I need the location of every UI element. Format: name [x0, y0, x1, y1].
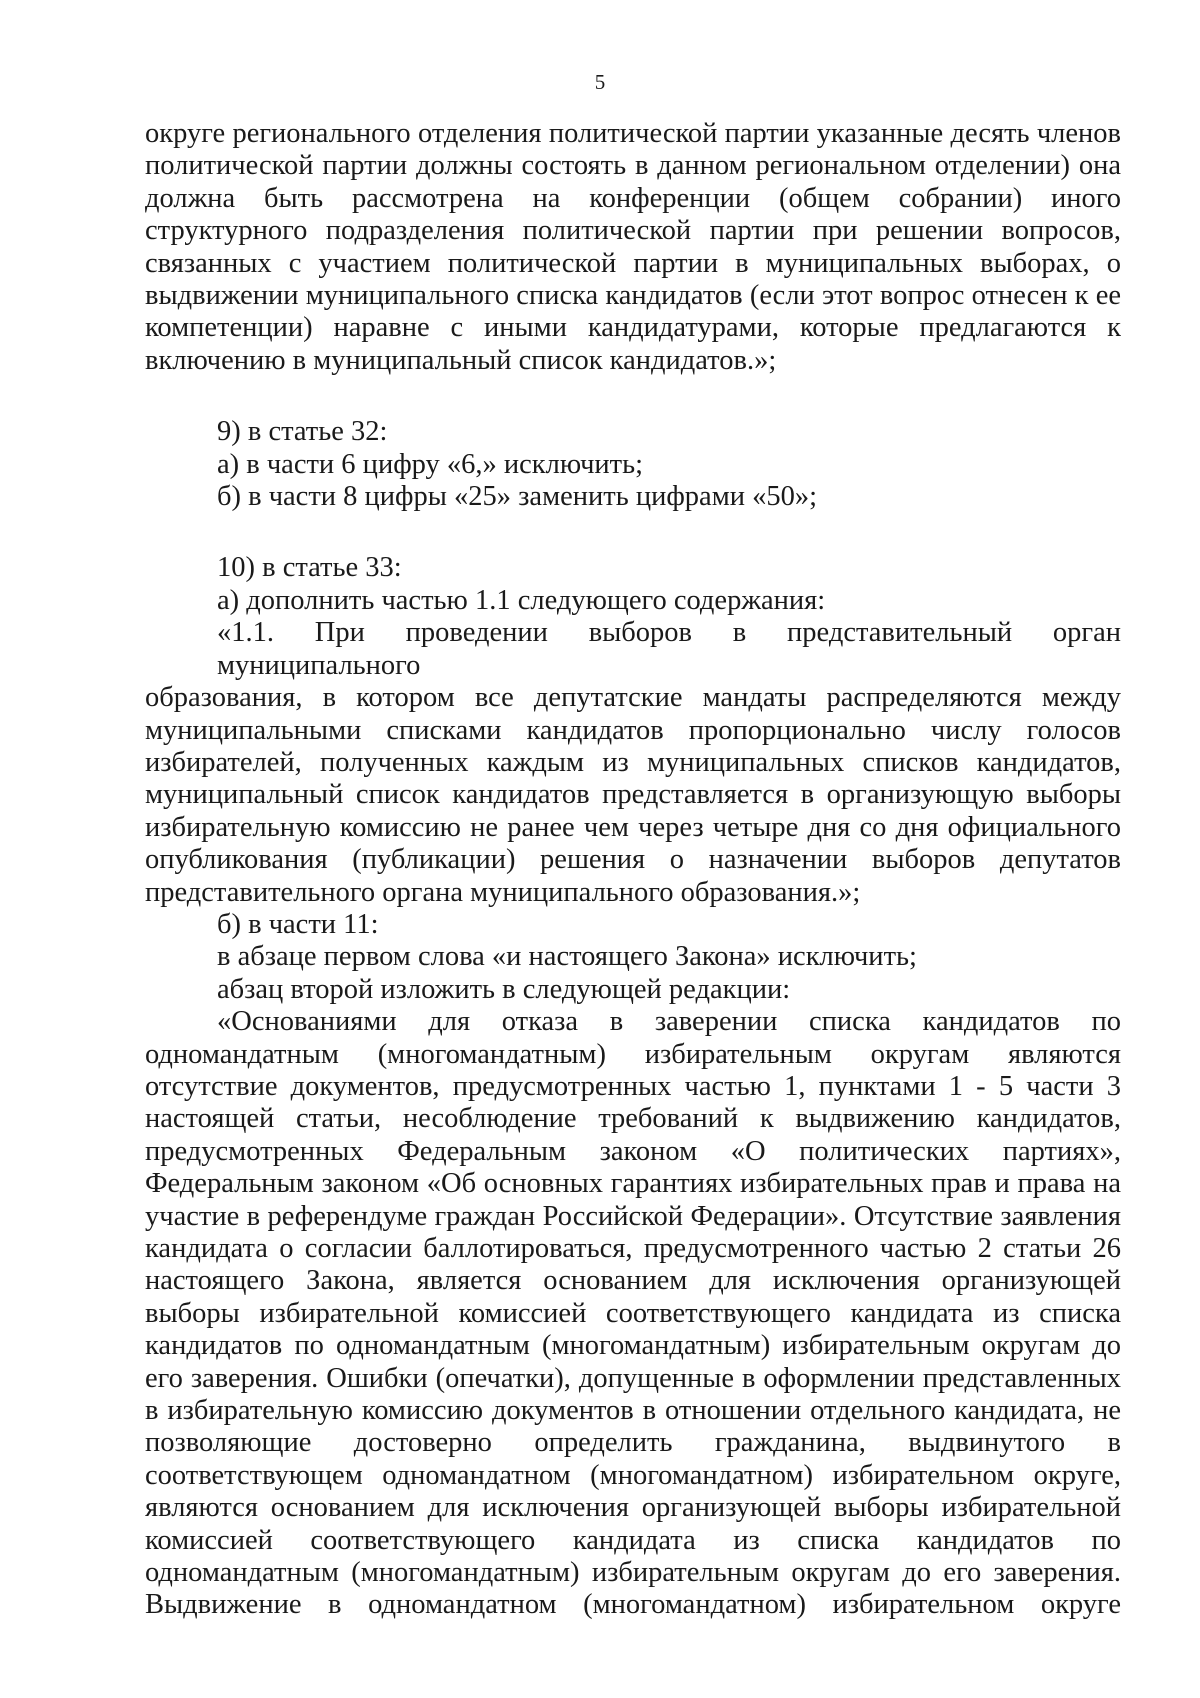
text-line: выборы избирательной комиссией соответствующего кандидата из списка — [145, 1297, 1121, 1329]
text-line: кандидата о согласии баллотироваться, предусмотренного частью 2 статьи 26 — [145, 1233, 1121, 1264]
item-10-sub-b-first: в абзаце первом слова «и настоящего Закона» исключить; — [217, 941, 917, 973]
item-9-sub-b: б) в части 8 цифры «25» заменить цифрами «50»; — [217, 481, 818, 513]
text-line: предусмотренных Федеральным законом «О политических партиях», — [145, 1135, 1121, 1167]
text-line: избирательную комиссию не ранее чем через четыре дня со дня официального — [145, 811, 1121, 843]
paragraph-refusal-grounds — [145, 1006, 1121, 1622]
text-line: компетенции) наравне с иными кандидатурами, которые предлагаются к — [145, 312, 1121, 344]
document-body — [145, 118, 1121, 1622]
paragraph-gap — [145, 377, 1121, 416]
text-line: избирателей, полученных каждым из муниципальных списков кандидатов, — [145, 746, 1121, 778]
paragraph-party-conference — [145, 118, 1121, 377]
text-line: муниципальный список кандидатов представляется в организующую выборы — [145, 779, 1121, 811]
text-line: Федеральным законом «Об основных гарантиях избирательных прав и права на — [145, 1168, 1121, 1200]
item-10-sub-b-second: абзац второй изложить в следующей редакции: — [217, 973, 791, 1005]
paragraph-gap — [145, 513, 1121, 552]
text-line: должна быть рассмотрена на конференции (общем собрании) иного — [145, 182, 1121, 214]
item-9-heading: 9) в статье 32: — [217, 416, 388, 448]
text-line: «Основаниями для отказа в заверении списка кандидатов по — [217, 1006, 1121, 1038]
text-line: участие в референдуме граждан Российской Федерации». Отсутствие заявления — [145, 1200, 1121, 1232]
text-line: «1.1. При проведении выборов в представительный орган муниципального — [217, 617, 1121, 681]
text-line: образования, в котором все депутатские мандаты распределяются между — [145, 682, 1121, 714]
text-line: отсутствие документов, предусмотренных частью 1, пунктами 1 - 5 части 3 — [145, 1070, 1121, 1102]
item-10-heading: 10) в статье 33: — [217, 552, 402, 584]
text-line: структурного подразделения политической партии при решении вопросов, — [145, 215, 1121, 247]
text-line: соответствующем одномандатном (многомандатном) избирательном округе, — [145, 1459, 1121, 1491]
page-number: 5 — [594, 70, 606, 94]
text-line: одномандатным (многомандатным) избирательным округам до его заверения. — [145, 1557, 1121, 1589]
text-line: опубликования (публикации) решения о назначении выборов депутатов — [145, 844, 1121, 876]
text-line: одномандатным (многомандатным) избирательным округам являются — [145, 1038, 1121, 1070]
text-line: в избирательную комиссию документов в отношении отдельного кандидата, не — [145, 1395, 1121, 1427]
text-line: округе регионального отделения политической партии указанные десять членов — [145, 118, 1121, 149]
text-line: связанных с участием политической партии в муниципальных выборах, о — [145, 247, 1121, 279]
text-line: Выдвижение в одномандатном (многомандатном) избирательном округе — [145, 1589, 1121, 1621]
text-line: являются основанием для исключения организующей выборы избирательной — [145, 1492, 1121, 1524]
text-line: кандидатов по одномандатным (многомандатным) избирательным округам до — [145, 1330, 1121, 1362]
item-9-sub-a: а) в части 6 цифру «6,» исключить; — [217, 448, 644, 480]
paragraph-part-1-1 — [145, 617, 1121, 909]
text-line: представительного органа муниципального образования.»; — [145, 876, 861, 908]
text-line: муниципальными списками кандидатов пропорционально числу голосов — [145, 714, 1121, 746]
item-10-sub-b: б) в части 11: — [217, 908, 379, 940]
text-line: включению в муниципальный список кандидатов.»; — [145, 344, 777, 376]
text-line: позволяющие достоверно определить гражданина, выдвинутого в — [145, 1427, 1121, 1459]
text-line: настоящего Закона, является основанием для исключения организующей — [145, 1265, 1121, 1297]
item-10-sub-a: а) дополнить частью 1.1 следующего содержания: — [217, 584, 826, 616]
text-line: его заверения. Ошибки (опечатки), допущенные в оформлении представленных — [145, 1362, 1121, 1394]
text-line: настоящей статьи, несоблюдение требований к выдвижению кандидатов, — [145, 1103, 1121, 1135]
text-line: выдвижении муниципального списка кандидатов (если этот вопрос отнесен к ее — [145, 280, 1121, 312]
text-line: комиссией соответствующего кандидата из списка кандидатов по — [145, 1524, 1121, 1556]
text-line: политической партии должны состоять в данном региональном отделении) она — [145, 150, 1121, 182]
